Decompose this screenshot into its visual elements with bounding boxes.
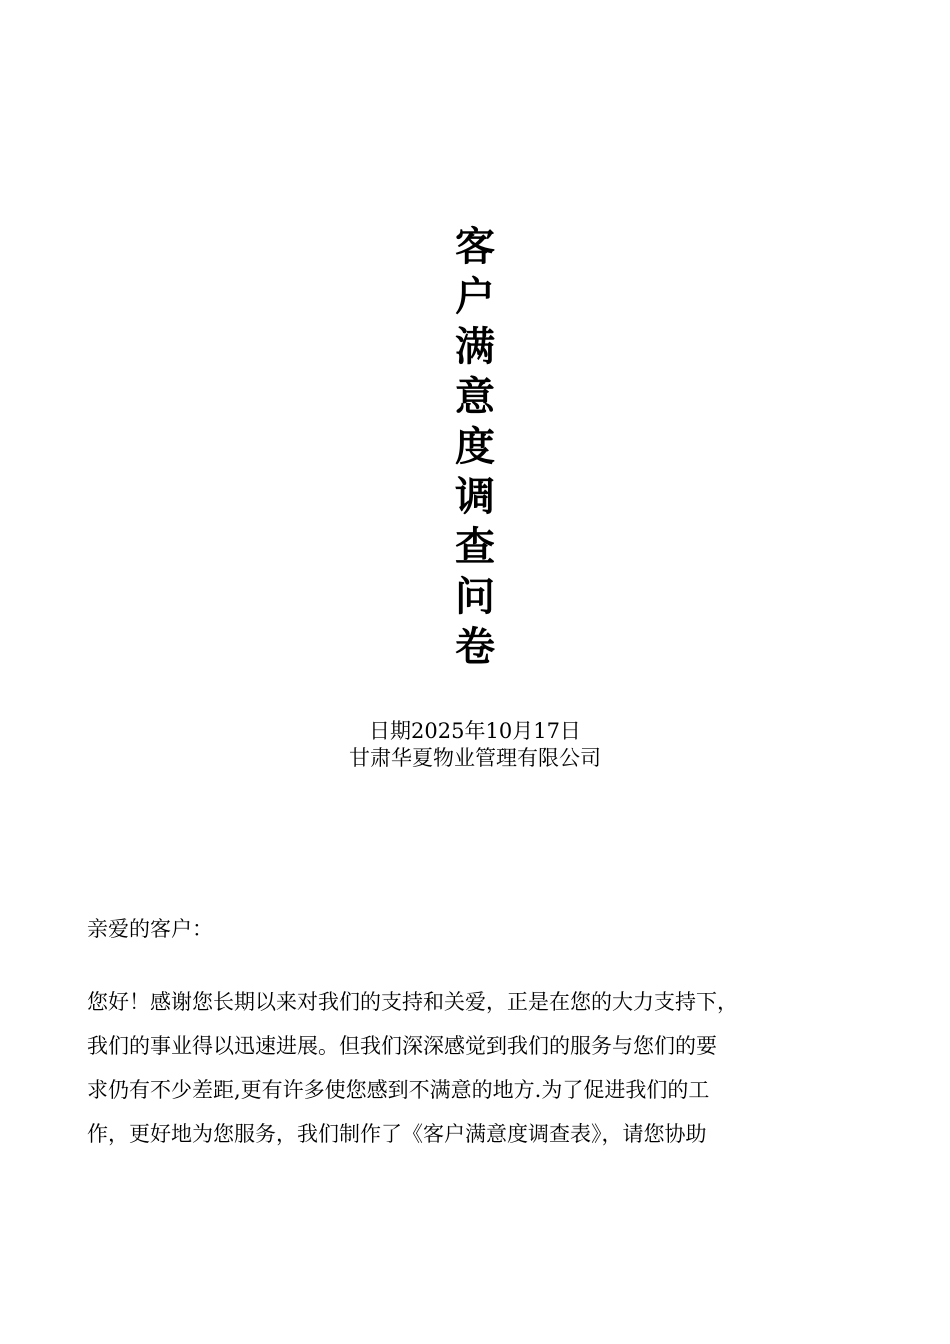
letter-line: 您好！感谢您长期以来对我们的支持和关爱，正是在您的大力支持下， [87, 990, 738, 1014]
title-char: 满 [455, 324, 495, 370]
document-title-vertical [0, 222, 950, 672]
letter-line: 我们的事业得以迅速进展。但我们深深感觉到我们的服务与您们的要 [87, 1034, 717, 1058]
title-char: 问 [455, 574, 495, 620]
title-char: 调 [455, 474, 495, 520]
letter-line: 求仍有不少差距,更有许多使您感到不满意的地方.为了促进我们的工 [87, 1078, 710, 1102]
title-char: 意 [455, 374, 495, 420]
title-char: 客 [455, 224, 495, 270]
title-char: 查 [455, 524, 495, 570]
letter-salutation: 亲爱的客户： [87, 917, 213, 941]
document-meta [0, 718, 950, 772]
letter-body [87, 980, 877, 1156]
letter-line: 作，更好地为您服务，我们制作了《客户满意度调查表》，请您协助 [87, 1122, 707, 1146]
title-char: 卷 [455, 624, 495, 670]
company-name: 甘肃华夏物业管理有限公司 [349, 746, 601, 770]
date-line: 日期2025年10月17日 [369, 719, 581, 743]
title-char: 户 [455, 274, 495, 320]
title-char: 度 [455, 424, 495, 470]
